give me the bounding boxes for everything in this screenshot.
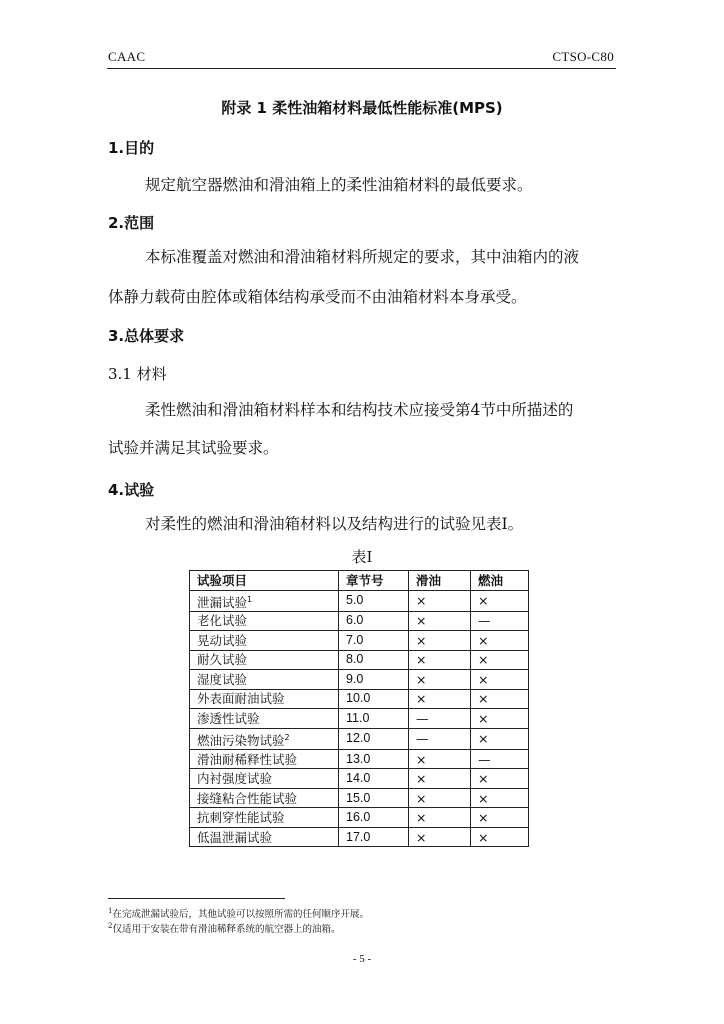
- cell-test-item: [190, 728, 339, 749]
- page-number: - 5 -: [352, 953, 372, 965]
- test-item-name: 泄漏试验: [197, 594, 248, 610]
- cell-oil: ×: [409, 788, 471, 808]
- table-row: [190, 631, 529, 651]
- cell-oil: ×: [409, 631, 471, 651]
- test-item-name: 老化试验: [197, 613, 248, 629]
- table-header-row: [190, 571, 529, 591]
- cell-fuel: ×: [471, 808, 529, 828]
- header-oil: 滑油: [409, 571, 471, 591]
- cell-section: 12.0: [339, 728, 409, 749]
- cell-test-item: [190, 769, 339, 789]
- test-item-name: 内衬强度试验: [197, 771, 273, 787]
- table-row: [190, 709, 529, 729]
- cell-test-item: [190, 788, 339, 808]
- table-row: [190, 749, 529, 769]
- cell-oil: —: [409, 709, 471, 729]
- cell-oil: ×: [409, 808, 471, 828]
- test-item-name: 接缝粘合性能试验: [197, 790, 298, 806]
- cell-section: 7.0: [339, 631, 409, 651]
- header-right: CTSO-C80: [552, 49, 614, 64]
- cell-test-item: [190, 670, 339, 690]
- cell-oil: ×: [409, 749, 471, 769]
- footnote-1: [108, 906, 369, 920]
- cell-oil: ×: [409, 650, 471, 670]
- cell-section: 13.0: [339, 749, 409, 769]
- section-1-para: 规定航空器燃油和滑油箱上的柔性油箱材料的最低要求。: [145, 176, 533, 194]
- section-3-line-2: 试验并满足其试验要求。: [108, 439, 279, 457]
- cell-fuel: ×: [471, 670, 529, 690]
- cell-fuel: ×: [471, 709, 529, 729]
- cell-fuel: —: [471, 611, 529, 631]
- section-3-1-heading: 3.1 材料: [108, 365, 167, 383]
- header-left: CAAC: [108, 49, 146, 64]
- cell-section: 8.0: [339, 650, 409, 670]
- cell-test-item: [190, 650, 339, 670]
- footnote-mark: 2: [108, 921, 113, 930]
- table-row: [190, 650, 529, 670]
- header-fuel: 燃油: [471, 571, 529, 591]
- test-item-name: 渗透性试验: [197, 710, 260, 726]
- table-row: [190, 590, 529, 611]
- section-2-line-1: 本标准覆盖对燃油和滑油箱材料所规定的要求，其中油箱内的液: [145, 248, 580, 266]
- cell-section: 10.0: [339, 689, 409, 709]
- cell-section: 14.0: [339, 769, 409, 789]
- cell-test-item: [190, 631, 339, 651]
- footnote-ref: 2: [284, 732, 290, 742]
- cell-fuel: ×: [471, 788, 529, 808]
- test-item-name: 抗刺穿性能试验: [197, 810, 285, 826]
- table-row: [190, 808, 529, 828]
- header-section: 章节号: [339, 571, 409, 591]
- table-row: [190, 728, 529, 749]
- table-row: [190, 827, 529, 847]
- test-item-name: 滑油耐稀释性试验: [197, 751, 298, 767]
- cell-test-item: [190, 808, 339, 828]
- cell-section: 5.0: [339, 590, 409, 611]
- cell-fuel: ×: [471, 650, 529, 670]
- cell-fuel: ×: [471, 769, 529, 789]
- cell-section: 11.0: [339, 709, 409, 729]
- table-row: [190, 670, 529, 690]
- cell-test-item: [190, 749, 339, 769]
- test-item-name: 耐久试验: [197, 652, 248, 668]
- footnote-2: [108, 921, 340, 935]
- cell-oil: —: [409, 728, 471, 749]
- table-row: [190, 788, 529, 808]
- footnote-text: 在完成泄漏试验后，其他试验可以按照所需的任何顺序开展。: [112, 909, 369, 920]
- cell-section: 16.0: [339, 808, 409, 828]
- cell-section: 6.0: [339, 611, 409, 631]
- cell-oil: ×: [409, 689, 471, 709]
- footnote-mark: 1: [108, 906, 113, 915]
- test-table: [189, 570, 529, 847]
- cell-fuel: ×: [471, 590, 529, 611]
- cell-test-item: [190, 689, 339, 709]
- cell-fuel: —: [471, 749, 529, 769]
- section-3-line-1: 柔性燃油和滑油箱材料样本和结构技术应接受第4节中所描述的: [145, 401, 574, 419]
- cell-test-item: [190, 611, 339, 631]
- cell-test-item: [190, 827, 339, 847]
- cell-section: 17.0: [339, 827, 409, 847]
- cell-section: 15.0: [339, 788, 409, 808]
- header-test-item: 试验项目: [190, 571, 339, 591]
- footnote-ref: 1: [247, 594, 253, 604]
- cell-oil: ×: [409, 827, 471, 847]
- cell-test-item: [190, 590, 339, 611]
- section-3-heading: 3.总体要求: [108, 327, 185, 345]
- test-item-name: 低温泄漏试验: [197, 829, 273, 845]
- cell-fuel: ×: [471, 689, 529, 709]
- page-title: 附录 1 柔性油箱材料最低性能标准(MPS): [221, 99, 503, 117]
- section-2-line-2: 体静力载荷由腔体或箱体结构承受而不由油箱材料本身承受。: [108, 288, 527, 306]
- cell-oil: ×: [409, 611, 471, 631]
- test-item-name: 外表面耐油试验: [197, 691, 285, 707]
- section-1-heading: 1.目的: [108, 139, 155, 157]
- section-4-para: 对柔性的燃油和滑油箱材料以及结构进行的试验见表Ⅰ。: [145, 515, 524, 533]
- cell-oil: ×: [409, 670, 471, 690]
- cell-oil: ×: [409, 590, 471, 611]
- footnote-rule: [108, 898, 285, 899]
- section-2-heading: 2.范围: [108, 214, 155, 232]
- cell-oil: ×: [409, 769, 471, 789]
- footnote-text: 仅适用于安装在带有滑油稀释系统的航空器上的油箱。: [112, 924, 341, 935]
- cell-fuel: ×: [471, 827, 529, 847]
- header-rule: [107, 68, 616, 69]
- table-row: [190, 611, 529, 631]
- cell-section: 9.0: [339, 670, 409, 690]
- table-row: [190, 689, 529, 709]
- table-caption: 表Ⅰ: [351, 548, 373, 566]
- table-row: [190, 769, 529, 789]
- test-item-name: 湿度试验: [197, 671, 248, 687]
- test-item-name: 燃油污染物试验: [197, 732, 285, 748]
- cell-fuel: ×: [471, 728, 529, 749]
- cell-test-item: [190, 709, 339, 729]
- cell-fuel: ×: [471, 631, 529, 651]
- section-4-heading: 4.试验: [108, 481, 155, 499]
- test-item-name: 晃动试验: [197, 632, 248, 648]
